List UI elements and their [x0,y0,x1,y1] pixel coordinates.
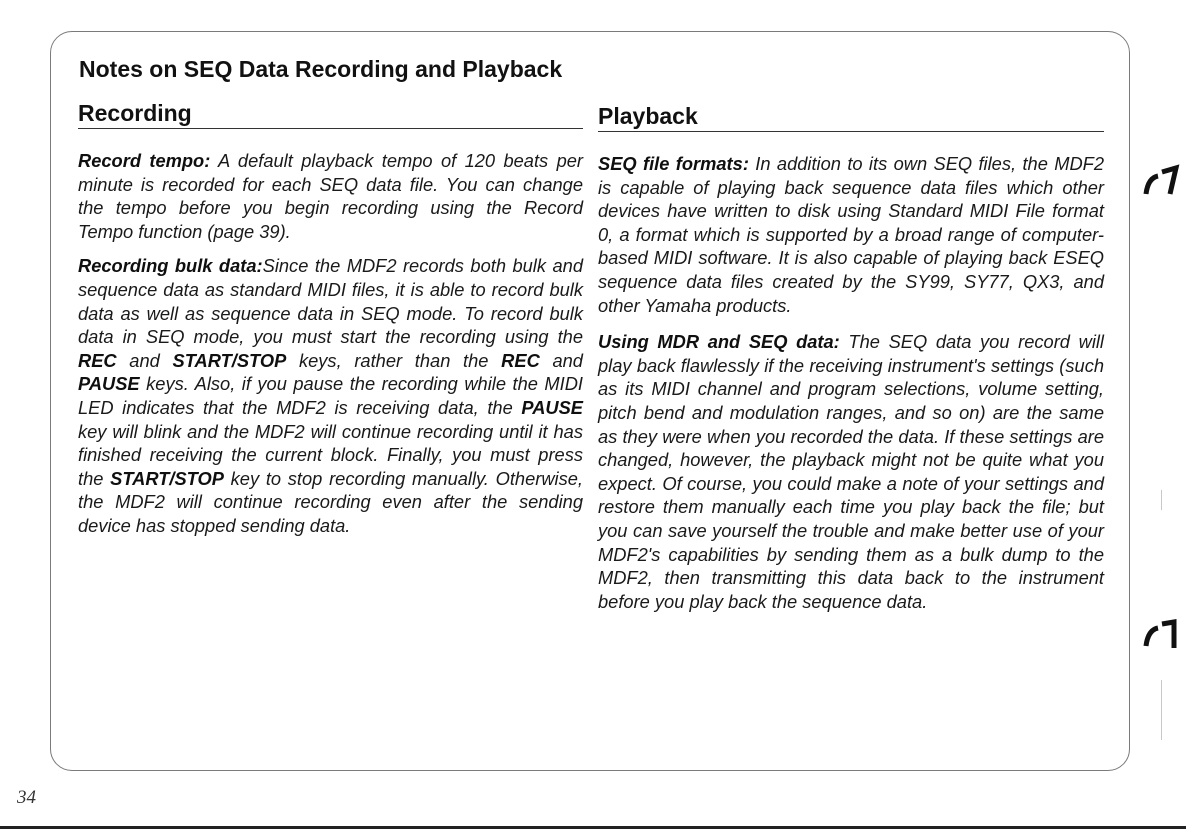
seq-file-formats-paragraph [598,152,1104,317]
mdr-seq-paragraph [598,330,1104,613]
pause-key-label: PAUSE [78,373,140,395]
seq-file-formats-lead: SEQ file formats: [598,153,749,174]
margin-tick [1161,490,1162,510]
binding-mark-icon [1140,160,1180,200]
margin-tick [1161,680,1162,740]
page-number: 34 [17,787,36,808]
recording-bulk-text-7: key to stop recording manually. Otherwise, the MDF2 will continue recording even after the sending device has stopped sending data. [78,467,583,536]
start-stop-key-label: START/STOP [172,349,287,371]
bottom-rule [0,826,1186,829]
playback-section [598,98,1104,613]
recording-bulk-text-6: key will blink and the MDF2 will continue recording until it has finished receiving the current block. Finally, you must press the [78,420,583,489]
rec-key-label: REC [78,349,117,371]
recording-bulk-text-2: and [116,349,173,371]
recording-bulk-text-4: and [539,349,583,371]
rec-key-label-2: REC [501,349,540,371]
start-stop-key-label-2: START/STOP [110,467,224,489]
record-tempo-text: A default playback tempo of 120 beats per minute is recorded for each SEQ data file. You can change the tempo before you begin recording using the Record Tempo function (page 39). [78,150,583,242]
binding-mark-icon [1140,612,1180,652]
recording-bulk-text-3: keys, rather than the [286,349,502,371]
recording-bulk-text-1: Since the MDF2 records both bulk and sequence data as standard MIDI files, it is able to record bulk data as well as sequence data in SEQ mode. To record bulk data in SEQ mode, you must start the recording using the [78,255,583,348]
mdr-seq-text: The SEQ data you record will play back flawlessly if the receiving instrument's settings (such as its MIDI channel and program selections, volume setting, pitch bend and modulation ranges, and so on) are the same as they were when you recorded the data. If these settings are changed, however, the playback might not be quite what you expect. Of course, you could make a note of your settings and restore them manually each time you play back the file; but you can save yourself the trouble and make better use of your MDF2's capabilities by sending them as a bulk dump to the MDF2, then transmitting this data back to the instrument before you play back the sequence data. [598,331,1104,612]
recording-section [78,98,583,538]
page-title: Notes on SEQ Data Recording and Playback [79,56,563,82]
record-tempo-paragraph [78,149,583,243]
recording-bulk-paragraph [78,254,583,537]
record-tempo-lead: Record tempo: [78,150,211,171]
recording-heading: Recording [78,100,583,129]
recording-bulk-lead: Recording bulk data: [78,255,263,277]
mdr-seq-lead: Using MDR and SEQ data: [598,331,840,353]
playback-heading: Playback [598,103,1104,132]
recording-bulk-text-5: keys. Also, if you pause the recording while the MIDI LED indicates that the MDF2 is receiving data, the [78,373,583,418]
seq-file-formats-text: In addition to its own SEQ files, the MDF2 is capable of playing back sequence data files which other devices have written to disk using Standard MIDI File format 0, a format which is supported by a broad range of computer-based MIDI software. It is also capable of playing back ESEQ sequence data files created by the SY99, SY77, QX3, and other Yamaha products. [598,153,1104,316]
pause-key-label-2: PAUSE [521,396,583,418]
